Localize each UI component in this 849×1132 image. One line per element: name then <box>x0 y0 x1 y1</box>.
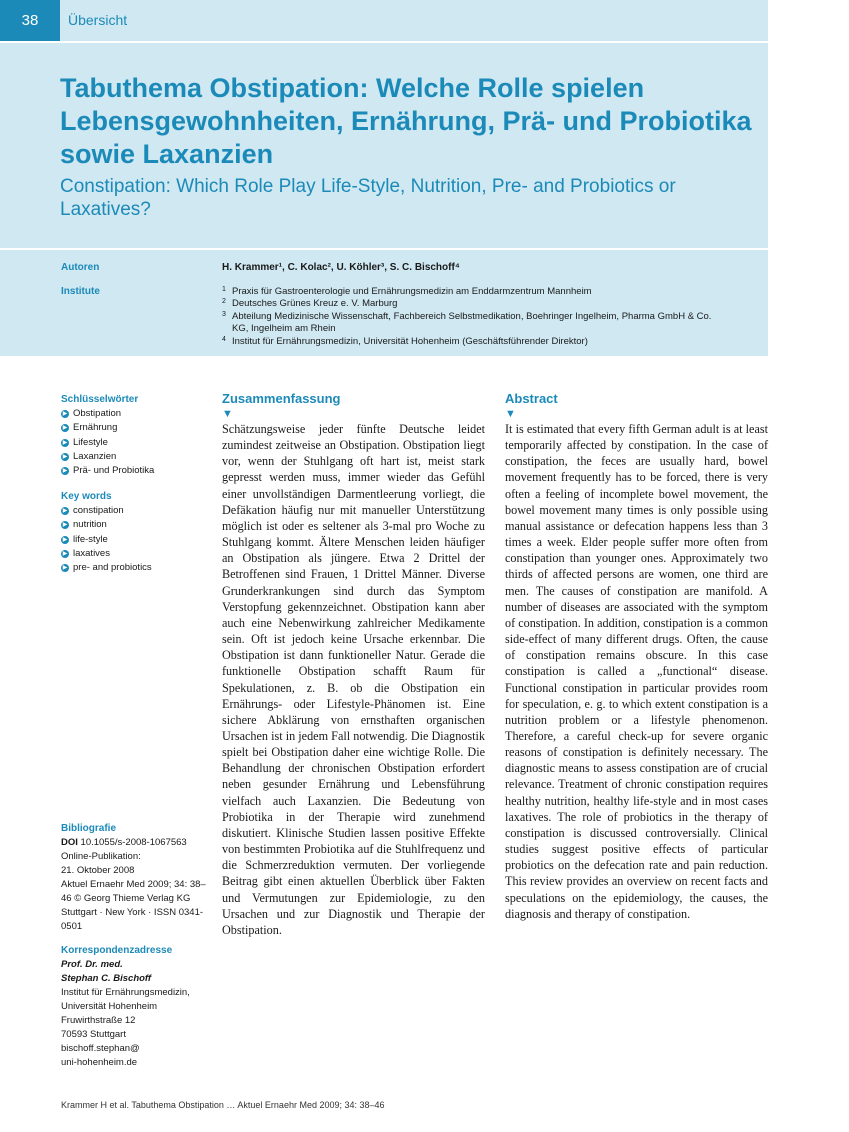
keyword-item: ▶ life-style <box>62 533 108 545</box>
zusammenfassung-text: Schätzungsweise jeder fünfte Deutsche leidet zumindest zeitweise an Obstipation. Obstipation liegt vor, wenn der Stuhlgang oft hart ist, meist stark gepresst werden muss, immer wieder das Gefühl einer unvollständigen Darmentleerung vorliegt, die Defäkation häufig nur mit manueller Unterstützung möglich ist oder es seltener als 3-mal pro Woche zu Stuhlgang kommt. Ältere Menschen leiden häufiger an Obstipation als jüngere. Etwa 2 Drittel der Betroffenen sind Frauen, 1 Drittel Männer. Diverse Grunderkrankungen sind durch das Symptom Verstopfung gekennzeichnet. Obstipation kann aber auch eine Nebenwirkung zahlreicher Medikamente sein. Oft ist jedoch keine Ursache erkennbar. Die Obstipation ist dann funktioneller Natur. Gerade die funktionelle Obstipation schafft Raum für Spekulationen, z. B. ob die Obstipation ein Ernährungs- oder Lifestyle-Phänomen ist. Eine sichere Abklärung von ernsthaften organischen Ursachen ist in jedem Fall notwendig. Die Diagnostik spielt bei Obstipation daher eine wichtige Rolle. Die Behandlung der chronischen Obstipation erfordert neben gesunder Ernährung und Lebensführung vielfach auch Laxanzien. Die Bedeutung von Probiotika in der Therapie wird zunehmend diskutiert. Klinische Studien lassen positive Effekte von bestimmten Probiotika auf die Stuhlfrequenz und die Schmerzreduktion vermuten. Der vorliegende Beitrag gibt einen aktuellen Überblick über Fakten und Vermutungen zur Epidemiologie, zu den Ursachen und zur Diagnostik und Therapie der Obstipation. <box>222 422 485 937</box>
keyword-item: ▶ nutrition <box>62 519 107 531</box>
keyword-item: ▶ Prä- und Probiotika <box>62 465 155 477</box>
keyword-item: ▶ Ernährung <box>62 422 118 434</box>
institute-item: 1 Praxis für Gastroenterologie und Ernährungsmedizin am Enddarmzentrum Mannheim <box>222 286 592 297</box>
institute-item: 2 Deutsches Grünes Kreuz e. V. Marburg <box>222 298 398 310</box>
bullet-icon: ▶ <box>62 411 68 417</box>
correspondence-name: Stephan C. Bischoff <box>61 973 152 984</box>
zusammenfassung-column <box>222 391 485 938</box>
article-title: Tabuthema Obstipation: Welche Rolle spielen Lebensgewohnheiten, Ernährung, Prä- und Probiotika sowie Laxanzien <box>60 73 752 169</box>
keywords-english <box>61 490 211 575</box>
triangle-down-icon: ▼ <box>505 408 516 420</box>
bullet-icon: ▶ <box>62 439 68 446</box>
address-line: Universität Hohenheim <box>61 1001 158 1012</box>
email-line: uni-hohenheim.de <box>61 1057 138 1068</box>
correspondence-heading: Korrespondenzadresse <box>61 945 173 956</box>
page-number: 38 <box>0 0 60 41</box>
bibliography <box>61 822 211 934</box>
bullet-icon: ▶ <box>62 425 68 432</box>
institute-list <box>222 286 722 348</box>
keyword-item: ▶ pre- and probiotics <box>62 562 152 574</box>
keyword-item: ▶ Lifestyle <box>62 436 108 448</box>
bullet-icon: ▶ <box>62 508 68 514</box>
citation: Aktuel Ernaehr Med 2009; 34: 38–46 © Georg Thieme Verlag KG Stuttgart · New York · ISSN 0341-0501 <box>61 879 206 932</box>
bibliography-heading: Bibliografie <box>61 823 117 834</box>
page-footer: Krammer H et al. Tabuthema Obstipation … Aktuel Ernaehr Med 2009; 34: 38–46 <box>61 1100 385 1110</box>
author-names: H. Krammer¹, C. Kolac², U. Köhler³, S. C. Bischoff⁴ <box>222 262 460 273</box>
institute-item: 3 Abteilung Medizinische Wissenschaft, Fachbereich Selbstmedikation, Boehringer Ingelheim, Pharma GmbH & Co. KG, Ingelheim am Rhein <box>222 310 712 335</box>
address-line: 70593 Stuttgart <box>61 1029 126 1040</box>
correspondence-name: Prof. Dr. med. <box>61 959 123 970</box>
abstract-heading: Abstract <box>505 391 558 406</box>
address-line: Fruwirthstraße 12 <box>61 1015 136 1026</box>
institutes-label: Institute <box>61 286 100 297</box>
correspondence <box>61 944 211 1070</box>
address-line: Institut für Ernährungsmedizin, <box>61 987 190 998</box>
bullet-icon: ▶ <box>62 536 68 543</box>
online-date: 21. Oktober 2008 <box>61 865 135 876</box>
triangle-down-icon: ▼ <box>222 408 233 420</box>
bullet-icon: ▶ <box>62 453 68 460</box>
keyword-item: ▶ laxatives <box>62 547 110 559</box>
section-label: Übersicht <box>68 12 128 28</box>
keyword-item: ▶ Laxanzien <box>62 450 117 462</box>
email-line: bischoff.stephan@ <box>61 1043 140 1054</box>
keyword-item: ▶ constipation <box>62 505 124 516</box>
abstract-text: It is estimated that every fifth German adult is at least temporarily affected by constipation. In the case of constipation, the feces are usually hard, bowel movement frequently has to be forced, there is very often a feeling of incomplete bowel movement, the bowel movement many times is only possible using manual assistance or defecation happens less than 3 times a week. Elder people suffer more often from constipation than younger ones. Approximately two thirds of affected persons are women, one third are men. The causes of constipation are manifold. A number of diseases are associated with the symptom of constipation. In addition, constipation is a common side-effect of many different drugs. Often, the cause of constipation remains obscure. In this case constipation is called a „functional“ disease. Functional constipation in particular provides room for speculation, e. g. to which extent constipation is a nutrition problem or a lifestyle phenomenon. Therefore, a careful check-up for severe organic reasons of constipation is definitely necessary. The diagnostic means to assess constipation are of crucial relevance. Treatment of chronic constipation requires healthy nutrition, healthy life-style and in most cases laxatives. The role of probiotics in the therapy of constipation is discussed controversially. Clinical studies suggest positive effects of particular probiotics on the defecation rate and pain reduction. This review provides an overview on recent facts and speculations on the epidemiology, the causes, the diagnosis and therapy of constipation. <box>505 422 769 921</box>
keyword-item: ▶ Obstipation <box>62 408 122 419</box>
zusammenfassung-heading: Zusammenfassung <box>222 391 341 406</box>
bullet-icon: ▶ <box>62 522 68 529</box>
institute-item: 4 Institut für Ernährungsmedizin, Universität Hohenheim (Geschäftsführender Direktor) <box>222 335 588 347</box>
article-subtitle-english: Constipation: Which Role Play Life-Style, Nutrition, Pre- and Probiotics or Laxatives? <box>60 176 676 220</box>
authors-label: Autoren <box>61 262 100 273</box>
keywords-english-heading: Key words <box>61 491 112 502</box>
keywords-german-heading: Schlüsselwörter <box>61 394 139 405</box>
bullet-icon: ▶ <box>62 550 68 557</box>
doi-line: DOI 10.1055/s-2008-1067563 <box>61 837 187 848</box>
bullet-icon: ▶ <box>62 468 68 475</box>
keywords-german <box>61 393 211 478</box>
online-label: Online-Publikation: <box>61 851 141 862</box>
bullet-icon: ▶ <box>62 565 68 572</box>
abstract-column <box>505 391 768 922</box>
